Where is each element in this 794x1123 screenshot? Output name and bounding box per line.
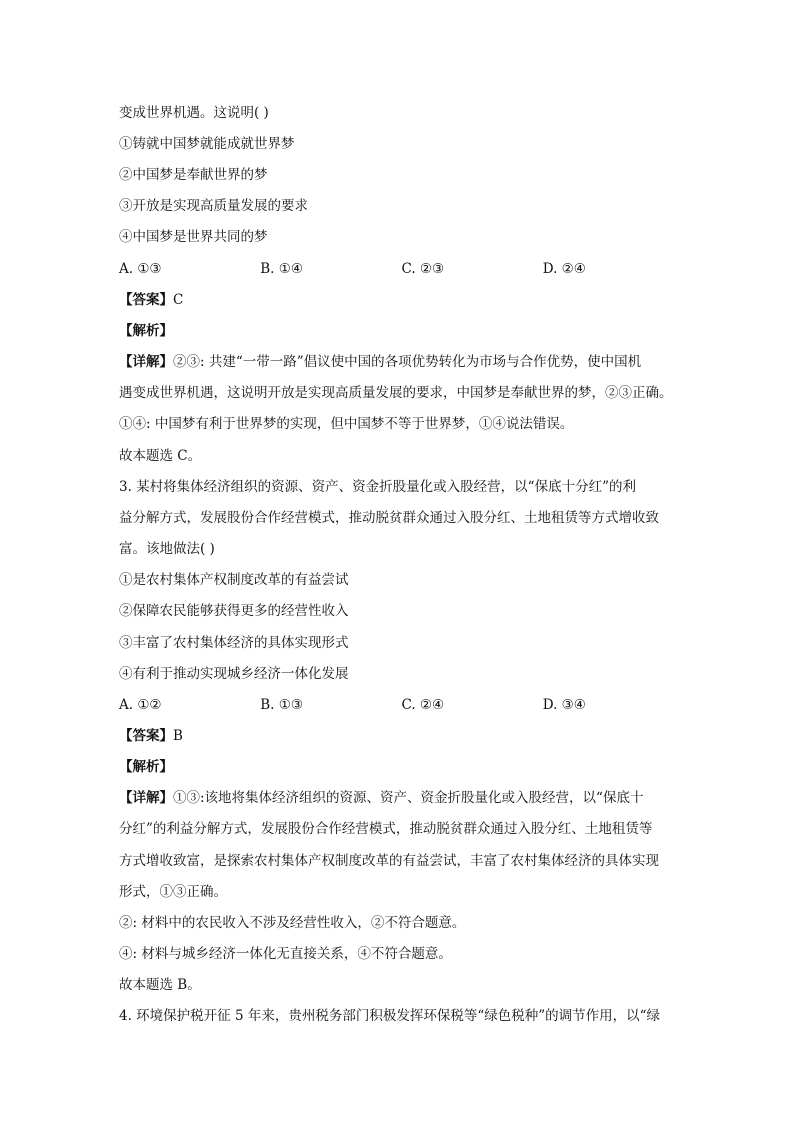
q3-answer-line — [119, 727, 684, 745]
q2-statement-1: ①铸就中国梦就能成就世界梦 — [119, 136, 295, 152]
q3-answer-value: B — [173, 728, 183, 744]
q2-options — [119, 260, 684, 278]
q2-analysis-tag — [119, 322, 684, 340]
q3-detail-line-2: 分红”的利益分解方式，发展股份合作经营模式，推动脱贫群众通过入股分红、土地租赁等 — [119, 821, 653, 837]
q2-option-d: D. ②④ — [542, 261, 586, 277]
q3-stem-line-2: 益分解方式，发展股份合作经营模式，推动脱贫群众通过入股分红、土地租赁等方式增收致 — [119, 510, 659, 526]
q3-conclusion: 故本题选 B。 — [119, 977, 201, 993]
q2-answer-line — [119, 291, 684, 309]
q3-detail-text-1: ①③:该地将集体经济组织的资源、资产、资金折股量化或入股经营，以“保底十 — [173, 790, 644, 806]
q2-statement-4: ④中国梦是世界共同的梦 — [119, 229, 268, 245]
q3-statement-2: ②保障农民能够获得更多的经营性收入 — [119, 603, 349, 619]
q3-stem-line-3: 富。该地做法( ) — [119, 541, 215, 557]
q3-option-c: C. ②④ — [401, 697, 445, 713]
q3-answer-tag: 【答案】 — [119, 728, 173, 744]
q2-option-b: B. ①④ — [260, 261, 303, 277]
q3-statement-4: ④有利于推动实现城乡经济一体化发展 — [119, 666, 349, 682]
q3-detail-line-6: ④: 材料与城乡经济一体化无直接关系，④不符合题意。 — [119, 946, 452, 962]
q2-option-a: A. ①③ — [119, 261, 162, 277]
q2-option-c: C. ②③ — [401, 261, 445, 277]
q3-option-b: B. ①③ — [260, 697, 303, 713]
q2-detail-line-2: 遇变成世界机遇，这说明开放是实现高质量发展的要求，中国梦是奉献世界的梦，②③正确。 — [119, 385, 673, 401]
q2-detail-tag: 【详解】 — [119, 354, 173, 370]
q2-statement-2: ②中国梦是奉献世界的梦 — [119, 167, 268, 183]
q3-analysis-tag — [119, 758, 684, 776]
q3-detail-tag: 【详解】 — [119, 790, 173, 806]
q3-detail-line-5: ②: 材料中的农民收入不涉及经营性收入，②不符合题意。 — [119, 915, 466, 931]
q3-detail-line-1 — [119, 789, 684, 807]
q2-answer-value: C — [173, 292, 184, 308]
q2-answer-tag: 【答案】 — [119, 292, 173, 308]
q2-conclusion: 故本题选 C。 — [119, 448, 202, 464]
q3-option-d: D. ③④ — [542, 697, 586, 713]
q3-statement-1: ①是农村集体产权制度改革的有益尝试 — [119, 572, 349, 588]
q2-analysis-heading: 【解析】 — [119, 323, 173, 339]
q3-analysis-heading: 【解析】 — [119, 759, 173, 775]
q2-detail-line-1 — [119, 353, 684, 371]
q3-detail-line-4: 形式，①③正确。 — [119, 884, 227, 900]
q2-detail-text-1: ②③: 共建“一带一路”倡议使中国的各项优势转化为市场与合作优势，使中国机 — [173, 354, 642, 370]
q4-stem-line-1: 4. 环境保护税开征 5 年来，贵州税务部门积极发挥环保税等“绿色税种”的调节作用，以“绿 — [119, 1008, 661, 1024]
q3-option-a: A. ①② — [119, 697, 162, 713]
q3-stem-line-1: 3. 某村将集体经济组织的资源、资产、资金折股量化或入股经营，以“保底十分红”的利 — [119, 479, 636, 495]
q2-statement-3: ③开放是实现高质量发展的要求 — [119, 198, 308, 214]
q3-statement-3: ③丰富了农村集体经济的具体实现形式 — [119, 635, 349, 651]
q3-options — [119, 696, 684, 714]
q3-detail-line-3: 方式增收致富，是探索农村集体产权制度改革的有益尝试，丰富了农村集体经济的具体实现 — [119, 853, 659, 869]
q2-detail-line-3: ①④: 中国梦有利于世界梦的实现，但中国梦不等于世界梦，①④说法错误。 — [119, 416, 574, 432]
q2-stem-tail: 变成世界机遇。这说明( ) — [119, 105, 269, 121]
